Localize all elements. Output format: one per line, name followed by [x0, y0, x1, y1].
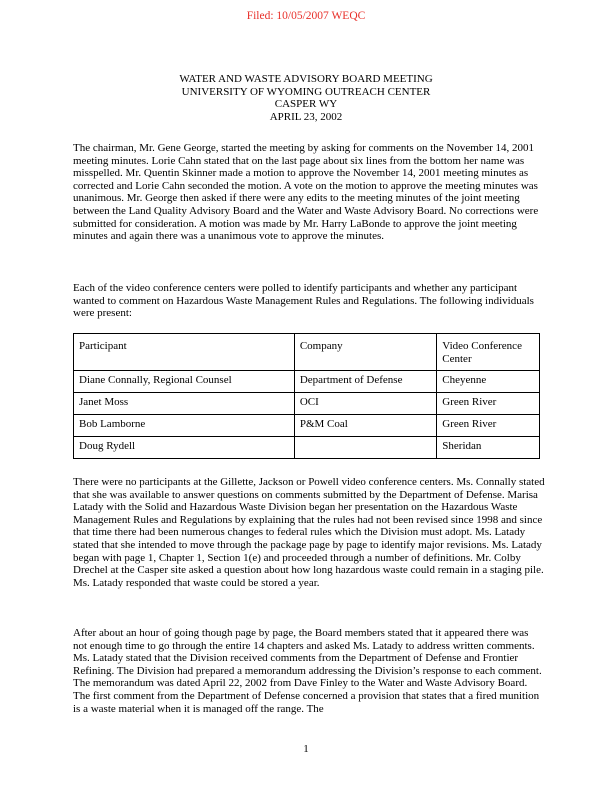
- heading-line-1: WATER AND WASTE ADVISORY BOARD MEETING: [179, 73, 433, 85]
- filed-stamp: Filed: 10/05/2007 WEQC: [246, 10, 366, 22]
- heading-line-3: CASPER WY: [274, 98, 338, 111]
- cell-center: Cheyenne: [437, 371, 540, 393]
- paragraph-written-comments: After about an hour of going though page by page, the Board members stated that it appeared there was not enough time to go through the entire 14 chapters and asked Ms. Latady to address written comments. Ms. Latady stated that the Division received comments from the Department of Defense and Frontier Refining. The Division had prepared a memorandum addressing the Division’s response to each comment. The memorandum was dated April 22, 2002 from Dave Finley to the Water and Waste Advisory Board. The first comment from the Department of Defense concerned a provision that states that a fired munition is a waste material when it is managed off the range. The: [73, 627, 542, 715]
- cell-participant: Doug Rydell: [74, 437, 295, 459]
- table-row: [74, 393, 540, 415]
- cell-participant: Bob Lamborne: [74, 415, 295, 437]
- cell-company: [294, 437, 436, 459]
- participants-table: [73, 333, 540, 459]
- cell-company: Department of Defense: [294, 371, 436, 393]
- cell-participant: Diane Connally, Regional Counsel: [74, 371, 295, 393]
- cell-company: P&M Coal: [294, 415, 436, 437]
- table-row: [74, 371, 540, 393]
- paragraph-video-conference-poll: Each of the video conference centers were polled to identify participants and whether any participant wanted to comment on Hazardous Waste Management Rules and Regulations. The following individuals were present:: [73, 282, 534, 320]
- table-header-row: [74, 334, 540, 371]
- heading-line-4: APRIL 23, 2002: [269, 110, 343, 123]
- meeting-heading: [0, 73, 612, 123]
- header-video-conference-center: Video Conference Center: [437, 334, 540, 371]
- cell-center: Green River: [437, 393, 540, 415]
- cell-participant: Janet Moss: [74, 393, 295, 415]
- paragraph-minutes-approval: The chairman, Mr. Gene George, started the meeting by asking for comments on the November 14, 2001 meeting minutes. Lorie Cahn stated that on the last page about six lines from the bottom her name was misspelled. Mr. Quentin Skinner made a motion to approve the November 14, 2001 meeting minutes as corrected and Lorie Cahn seconded the motion. A vote on the motion to approve the meeting minutes was unanimous. Mr. George then asked if there were any edits to the meeting minutes of the joint meeting between the Land Quality Advisory Board and the Water and Waste Advisory Board. No corrections were submitted for consideration. A motion was made by Mr. Harry LaBonde to approve the joint meeting minutes and again there was a unanimous vote to approve the minutes.: [73, 142, 539, 243]
- cell-center: Green River: [437, 415, 540, 437]
- table-row: [74, 437, 540, 459]
- paragraph-presentation: There were no participants at the Gillette, Jackson or Powell video conference centers. Ms. Connally stated that she was available to answer questions on comments submitted by the Department of Defense. Marisa Latady with the Solid and Hazardous Waste Division began her presentation on the Hazardous Waste Management Rules and Regulations by explaining that the rules had not been revised since 1998 and since that time there had been numerous changes to federal rules which the Division must adopt. Ms. Latady stated that she intended to move through the package page by page to identify major revisions. Ms. Latady began with page 1, Chapter 1, Section 1(e) and proceeded through a number of definitions. Mr. Colby Drechel at the Casper site asked a question about how long hazardous waste could remain in a staging pile. Ms. Latady responded that waste could be stored a year.: [73, 476, 545, 589]
- header-company: Company: [294, 334, 436, 371]
- cell-company: OCI: [294, 393, 436, 415]
- table-row: [74, 415, 540, 437]
- page-number: 1: [303, 743, 309, 755]
- cell-center: Sheridan: [437, 437, 540, 459]
- header-participant: Participant: [74, 334, 295, 371]
- heading-line-2: UNIVERSITY OF WYOMING OUTREACH CENTER: [181, 85, 431, 98]
